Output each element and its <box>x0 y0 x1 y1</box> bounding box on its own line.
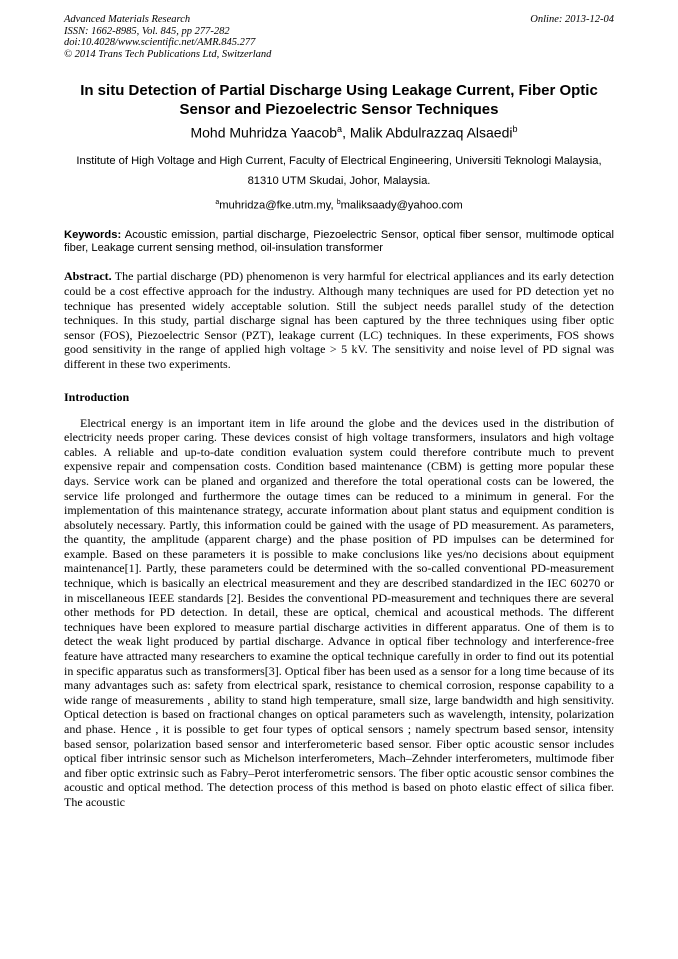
online-date: Online: 2013-12-04 <box>530 14 614 25</box>
author-name: Mohd Muhridza Yaacob <box>190 124 338 141</box>
email-superscript: a <box>215 198 220 206</box>
email-address: muhridza@fke.utm.my, <box>219 199 337 212</box>
doi-line: doi:10.4028/www.scientific.net/AMR.845.277 <box>64 37 256 48</box>
introduction-paragraph: Electrical energy is an important item in life around the globe and the devices used in the distribution of electricity needs proper caring. These devices consist of high voltage transformers, insulators and high voltage cables. A reliable and up-to-date condition evaluation system could therefore contribute much to prevent expensive repair and compensation costs. Condition based maintenance (CBM) is getting more popular these days. Service work can be planed and organized and therefore the total operational costs can be lowered, the service life prolonged and furthermore the outage times can be reduced to a minimum in general. For the implementation of this maintenance strategy, accurate information about plant status and equipment condition is absolutely necessary. Partly, this information could be gained with the usage of PD measurement. As parameters, the quantity, the amplitude (apparent charge) and the phase position of PD impulses can be determined for example. Based on these parameters it is possible to make conclusions like yes/no decisions about equipment maintenance[1]. Partly, these parameters could be determined with the so-called conventional PD-measurement technique, which is basically an electrical measurement and they are described standardized in the IEC 60270 or in miscellaneous IEEE standards [2]. Besides the conventional PD-measurement and techniques there are several other methods for PD detection. In detail, these are optical, chemical and acoustical methods. The different techniques have been explored to measure partial discharge activities in different apparatus. One of them is to detect the weak light produced by partial discharge. Advance in optical fiber technology and interference-free feature have attracted many researchers to examine the optical technique carefully in order to find out its potential in specific apparatus such as transformers[3]. Optical fiber has been used as a sensor for a long time because of its many advantages such as: safety from electrical spark, resistance to chemical corrosion, response capability to a wide range of measurements , ability to stand high temperature, small size, large bandwidth and high sensitivity. Optical detection is based on fractional changes on optical parameters such as wavelength, intensity, polarization and phase. Hence , it is possible to get four types of optical sensors ; namely spectrum based sensor, intensity based sensor, polarization based sensor and interferometeric based sensor. Fiber optic acoustic sensor includes optical fiber intrinsic sensor such as Michelson interferometers, Mach–Zehnder interferometers, multimode fiber and fiber optic extrinsic such as Fabry–Perot interferometric sensors. The fiber optic acoustic sensor combines the acoustic and optical method. The detection process of this method is based on photo elastic effect of silica fiber. The acoustic <box>64 415 614 809</box>
keywords-label: Keywords: <box>64 229 122 242</box>
affiliation: Institute of High Voltage and High Current, Faculty of Electrical Engineering, Universiti Teknologi Malaysia, 81310 UTM Skudai, Johor, Malaysia. <box>76 154 602 187</box>
keywords-text: Acoustic emission, partial discharge, Piezoelectric Sensor, optical fiber sensor, multimode optical fiber, Leakage current sensing method, oil-insulation transformer <box>64 229 614 255</box>
journal-name: Advanced Materials Research <box>64 14 191 25</box>
author-line <box>64 120 614 142</box>
issn-line: ISSN: 1662-8985, Vol. 845, pp 277-282 <box>64 25 230 37</box>
abstract-label: Abstract. <box>64 269 112 284</box>
paper-page <box>64 14 614 810</box>
author-name: Malik Abdulrazzaq Alsaedi <box>349 124 513 141</box>
paper-title: In situ Detection of Partial Discharge Using Leakage Current, Fiber Optic Sensor and Piezoelectric Sensor Techniques <box>80 82 598 118</box>
copyright-line: © 2014 Trans Tech Publications Ltd, Switzerland <box>64 48 272 60</box>
journal-header <box>64 14 614 64</box>
email-address: maliksaady@yahoo.com <box>340 199 463 212</box>
abstract-block <box>64 269 614 371</box>
author-superscript: b <box>512 124 518 134</box>
author-superscript: a <box>337 124 343 134</box>
email-line <box>64 193 614 216</box>
abstract-text: The partial discharge (PD) phenomenon is very harmful for electrical appliances and its early detection could be a cost effective approach for the industry. Although many techniques are used for PD detection yet no technique has presented widely acceptable solution. Still the subject needs parallel study of the detection techniques. In this study, partial discharge signal has been captured by the three techniques using fiber optic sensor (FOS), Piezoelectric Sensor (PZT), leakage current (LC) techniques. In these experiments, FOS shows good sensitivity in the range of applied high voltage > 5 kV. The sensitivity and noise level of PD signal was different in these two experiments. <box>64 269 614 371</box>
author-separator: , <box>342 124 350 141</box>
keywords-block <box>64 229 614 255</box>
section-heading: Introduction <box>64 389 130 404</box>
email-superscript: b <box>336 198 341 206</box>
